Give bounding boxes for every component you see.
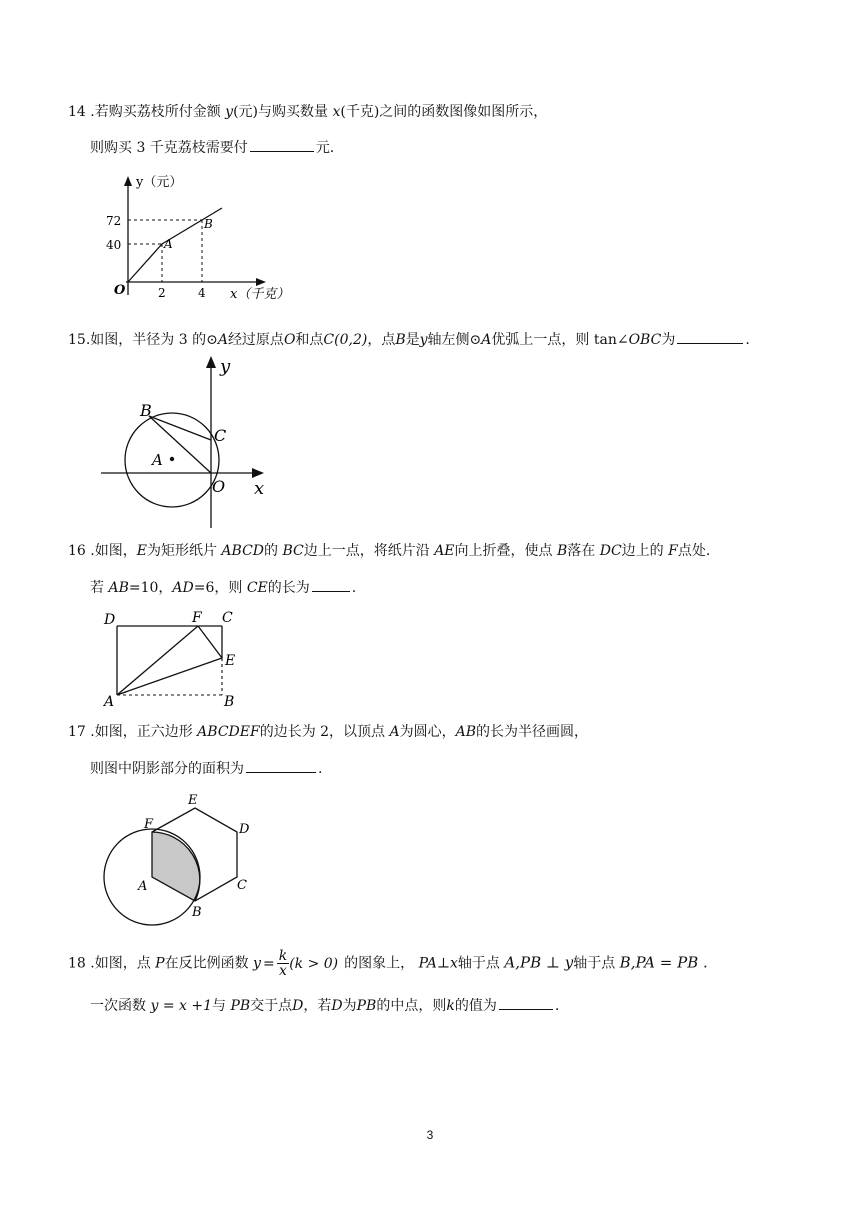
answer-blank[interactable] bbox=[246, 758, 316, 773]
answer-blank[interactable] bbox=[499, 995, 553, 1010]
question-number: 16 . bbox=[68, 543, 95, 559]
question-number: 14 . bbox=[68, 104, 95, 120]
origin-label: O bbox=[114, 283, 126, 298]
point-a-label: A bbox=[152, 451, 163, 469]
origin-label: O bbox=[212, 477, 226, 496]
point-b-label: B bbox=[192, 905, 202, 920]
x-axis-arrow-icon bbox=[252, 468, 264, 478]
point-f-label: F bbox=[192, 610, 202, 626]
x-label: x bbox=[254, 478, 265, 499]
page-number: 3 bbox=[426, 1128, 434, 1142]
question-number: 15. bbox=[68, 332, 91, 348]
question-number: 17 . bbox=[68, 724, 95, 740]
point-a-label: A bbox=[164, 237, 173, 251]
x-axis-label: x（千克） bbox=[230, 287, 290, 302]
segment-fe bbox=[198, 626, 222, 658]
q15-figure bbox=[96, 350, 286, 530]
y-axis-arrow-icon bbox=[124, 176, 132, 186]
q14-line1: 14 .若购买荔枝所付金额 y(元)与购买数量 x(千克)之间的函数图像如图所示， bbox=[68, 104, 548, 120]
q15-line1: 15.如图，半径为 3 的⊙A经过原点O和点C(0,2)，点B是y轴左侧⊙A优弧上一点，则 tan∠OBC为 . bbox=[68, 329, 750, 349]
fraction: $\frac{k}{x}$ bbox=[278, 948, 288, 979]
point-c-label: C bbox=[214, 426, 227, 445]
point-f-label: F bbox=[144, 817, 154, 832]
question-number: 18 . bbox=[68, 955, 95, 972]
y-label: y bbox=[220, 356, 231, 377]
point-e-label: E bbox=[188, 793, 198, 808]
q16-figure bbox=[100, 608, 280, 708]
q17-figure bbox=[100, 788, 270, 938]
point-d-label: D bbox=[239, 822, 250, 837]
point-a-label: A bbox=[104, 694, 115, 710]
tick-72: 72 bbox=[106, 214, 122, 228]
center-a-dot bbox=[170, 457, 174, 461]
segment-af bbox=[117, 626, 198, 695]
point-e-label: E bbox=[225, 653, 236, 669]
q17-line1: 17 .如图，正六边形 ABCDEF的边长为 2，以顶点 A为圆心，AB的长为半径画圆， bbox=[68, 724, 589, 740]
tick-2: 2 bbox=[158, 286, 166, 300]
q14-line2: 则购买 3 千克荔枝需要付 元. bbox=[90, 137, 334, 157]
point-b-label: B bbox=[204, 217, 213, 231]
q16-line1: 16 .如图，E为矩形纸片 ABCD的 BC边上一点，将纸片沿 AE向上折叠，使点 B落在 DC边上的 F点处. bbox=[68, 543, 711, 559]
point-c-label: C bbox=[237, 878, 247, 893]
q18-line2: 一次函数 y = x +1与 PB交于点D，若D为PB的中点，则k的值为 . bbox=[90, 995, 559, 1015]
segment-ae bbox=[117, 658, 222, 695]
point-b-label: B bbox=[224, 694, 235, 710]
q16-line2: 若 AB=10，AD=6，则 CE的长为 . bbox=[90, 577, 356, 597]
tick-4: 4 bbox=[198, 286, 206, 300]
answer-blank[interactable] bbox=[677, 329, 743, 344]
point-d-label: D bbox=[104, 612, 116, 628]
point-b-label: B bbox=[140, 401, 152, 420]
q18-line1: 18 .如图，点 P在反比例函数 y = $\frac{k}{x}$ (k > 0) 的图象上， PA⊥x轴于点 A,PB ⊥ y轴于点 B,PA = PB . bbox=[68, 948, 708, 979]
y-axis-arrow-icon bbox=[206, 356, 216, 368]
y-axis-label: y（元） bbox=[136, 175, 183, 190]
q14-graph bbox=[90, 170, 290, 310]
answer-blank[interactable] bbox=[250, 137, 314, 152]
point-a-label: A bbox=[138, 879, 148, 894]
tick-40: 40 bbox=[106, 238, 122, 252]
x-axis-arrow-icon bbox=[256, 278, 266, 286]
answer-blank[interactable] bbox=[312, 577, 350, 592]
point-c-label: C bbox=[222, 610, 233, 626]
q17-line2: 则图中阴影部分的面积为 . bbox=[90, 758, 322, 778]
